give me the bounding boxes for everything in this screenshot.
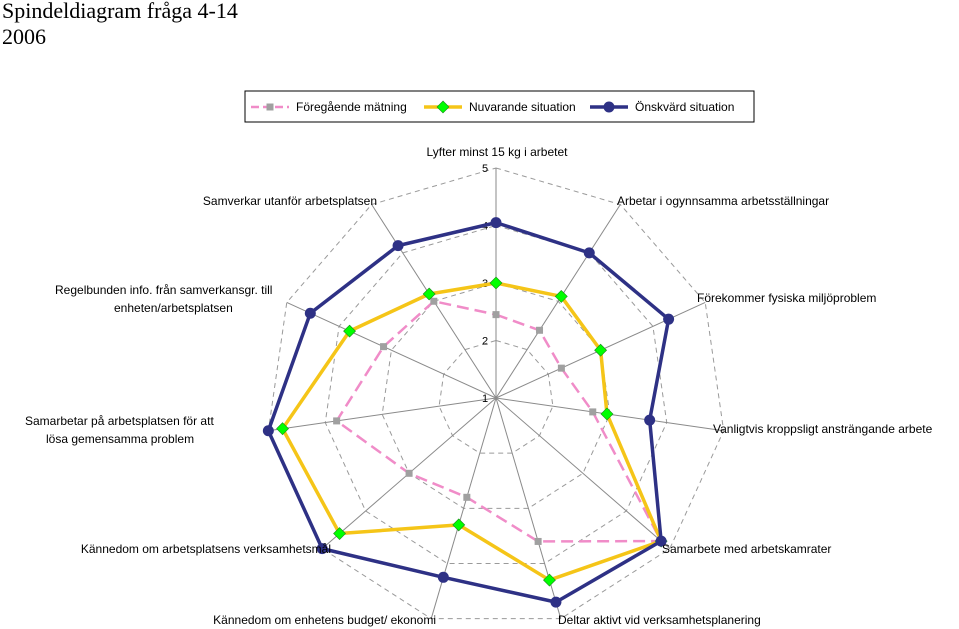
data-point [536,327,543,334]
legend-label: Nuvarande situation [469,100,576,114]
legend-label: Önskvärd situation [635,100,735,114]
data-point [491,217,502,228]
category-label: Lyfter minst 15 kg i arbetet [426,145,568,159]
data-point [406,470,413,477]
data-point [493,311,500,318]
data-point [550,597,561,608]
data-point [644,415,655,426]
legend-marker [604,102,615,113]
tick-label: 4 [481,220,489,233]
category-label: Kännedom om enhetens budget/ ekonomi [213,613,436,627]
chart-title-line-1: Spindeldiagram fråga 4-14 [2,0,238,23]
spoke-9 [287,302,496,398]
data-point [393,240,404,251]
category-label: Förekommer fysiska miljöproblem [697,291,877,305]
data-point [463,494,470,501]
spoke-4 [496,398,670,549]
data-point [558,365,565,372]
legend-label: Föregående mätning [296,100,407,114]
category-label: Samarbetar på arbetsplatsen för att lösa gemensamma problem [25,414,214,446]
data-point [380,343,387,350]
data-point [589,408,596,415]
data-point [601,408,613,420]
category-label: Deltar aktivt vid verksamhetsplanering [558,613,761,627]
category-label: Arbetar i ogynnsamma arbetsställningar [617,194,830,208]
category-label: Vanligtvis kroppsligt ansträngande arbete [713,422,933,436]
category-label: Samverkar utanför arbetsplatsen [202,194,377,208]
data-point [490,277,502,289]
data-point [333,417,340,424]
legend-marker [267,104,274,111]
chart-legend [245,91,754,122]
tick-label: 2 [481,335,489,348]
series-1 [277,277,668,586]
data-point [438,572,449,583]
category-label: Regelbunden info. från samverkansgr. till enheten/arbetsplatsen [55,283,273,315]
data-point [430,298,437,305]
data-point [263,425,274,436]
data-point [305,308,316,319]
tick-label: 5 [481,163,489,175]
data-point [535,538,542,545]
category-label: Kännedom om arbetsplatsens verksamhetsmål [80,542,331,556]
chart-title-line-2: 2006 [2,24,46,49]
radar-category-labels [25,145,933,627]
data-point [663,314,674,325]
tick-label: 3 [481,278,489,290]
tick-label: 1 [481,393,489,405]
spoke-8 [268,398,496,431]
series-line [337,301,661,541]
data-point [584,247,595,258]
category-label: Samarbete med arbetskamrater [662,542,832,556]
